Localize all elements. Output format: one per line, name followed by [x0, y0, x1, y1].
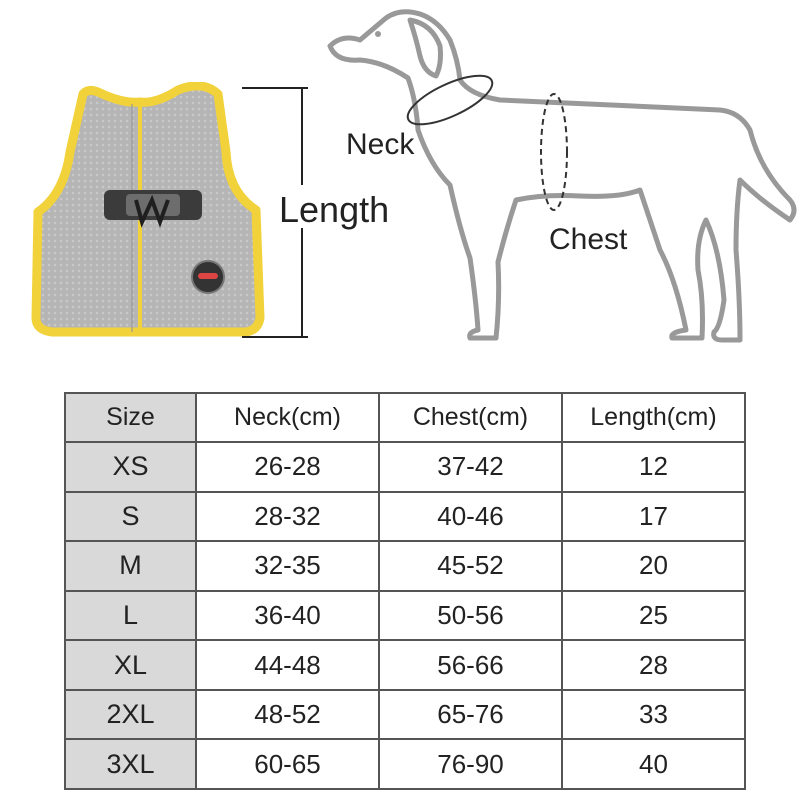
header-neck: Neck(cm) [196, 393, 379, 442]
neck-cell: 60-65 [196, 739, 379, 789]
length-cell: 40 [562, 739, 745, 789]
table-header-row [65, 393, 745, 442]
size-cell: M [65, 541, 196, 591]
dog-outline-image [320, 0, 800, 375]
header-length: Length(cm) [562, 393, 745, 442]
neck-cell: 48-52 [196, 690, 379, 740]
neck-cell: 32-35 [196, 541, 379, 591]
measurement-diagram [0, 0, 800, 380]
table-row [65, 492, 745, 542]
size-cell: XS [65, 442, 196, 492]
length-cell: 28 [562, 640, 745, 690]
table-row [65, 739, 745, 789]
chest-cell: 45-52 [379, 541, 562, 591]
length-cell: 33 [562, 690, 745, 740]
neck-cell: 26-28 [196, 442, 379, 492]
table-row [65, 442, 745, 492]
chest-cell: 50-56 [379, 591, 562, 641]
size-cell: XL [65, 640, 196, 690]
length-cell: 25 [562, 591, 745, 641]
size-cell: L [65, 591, 196, 641]
neck-cell: 36-40 [196, 591, 379, 641]
neck-cell: 28-32 [196, 492, 379, 542]
length-cell: 12 [562, 442, 745, 492]
header-chest: Chest(cm) [379, 393, 562, 442]
chest-cell: 65-76 [379, 690, 562, 740]
length-label: Length [279, 189, 390, 230]
logo-patch-icon [192, 261, 224, 293]
chest-cell: 76-90 [379, 739, 562, 789]
table-row [65, 690, 745, 740]
neck-cell: 44-48 [196, 640, 379, 690]
size-chart-table [64, 392, 746, 790]
header-size: Size [65, 393, 196, 442]
table-row [65, 640, 745, 690]
length-cell: 20 [562, 541, 745, 591]
length-cell: 17 [562, 492, 745, 542]
size-cell: 3XL [65, 739, 196, 789]
table-row [65, 591, 745, 641]
size-cell: S [65, 492, 196, 542]
chest-cell: 56-66 [379, 640, 562, 690]
buckle-icon [104, 190, 202, 222]
chest-cell: 37-42 [379, 442, 562, 492]
size-cell: 2XL [65, 690, 196, 740]
chest-label: Chest [549, 223, 628, 256]
chest-cell: 40-46 [379, 492, 562, 542]
neck-label: Neck [346, 128, 415, 161]
table-row [65, 541, 745, 591]
